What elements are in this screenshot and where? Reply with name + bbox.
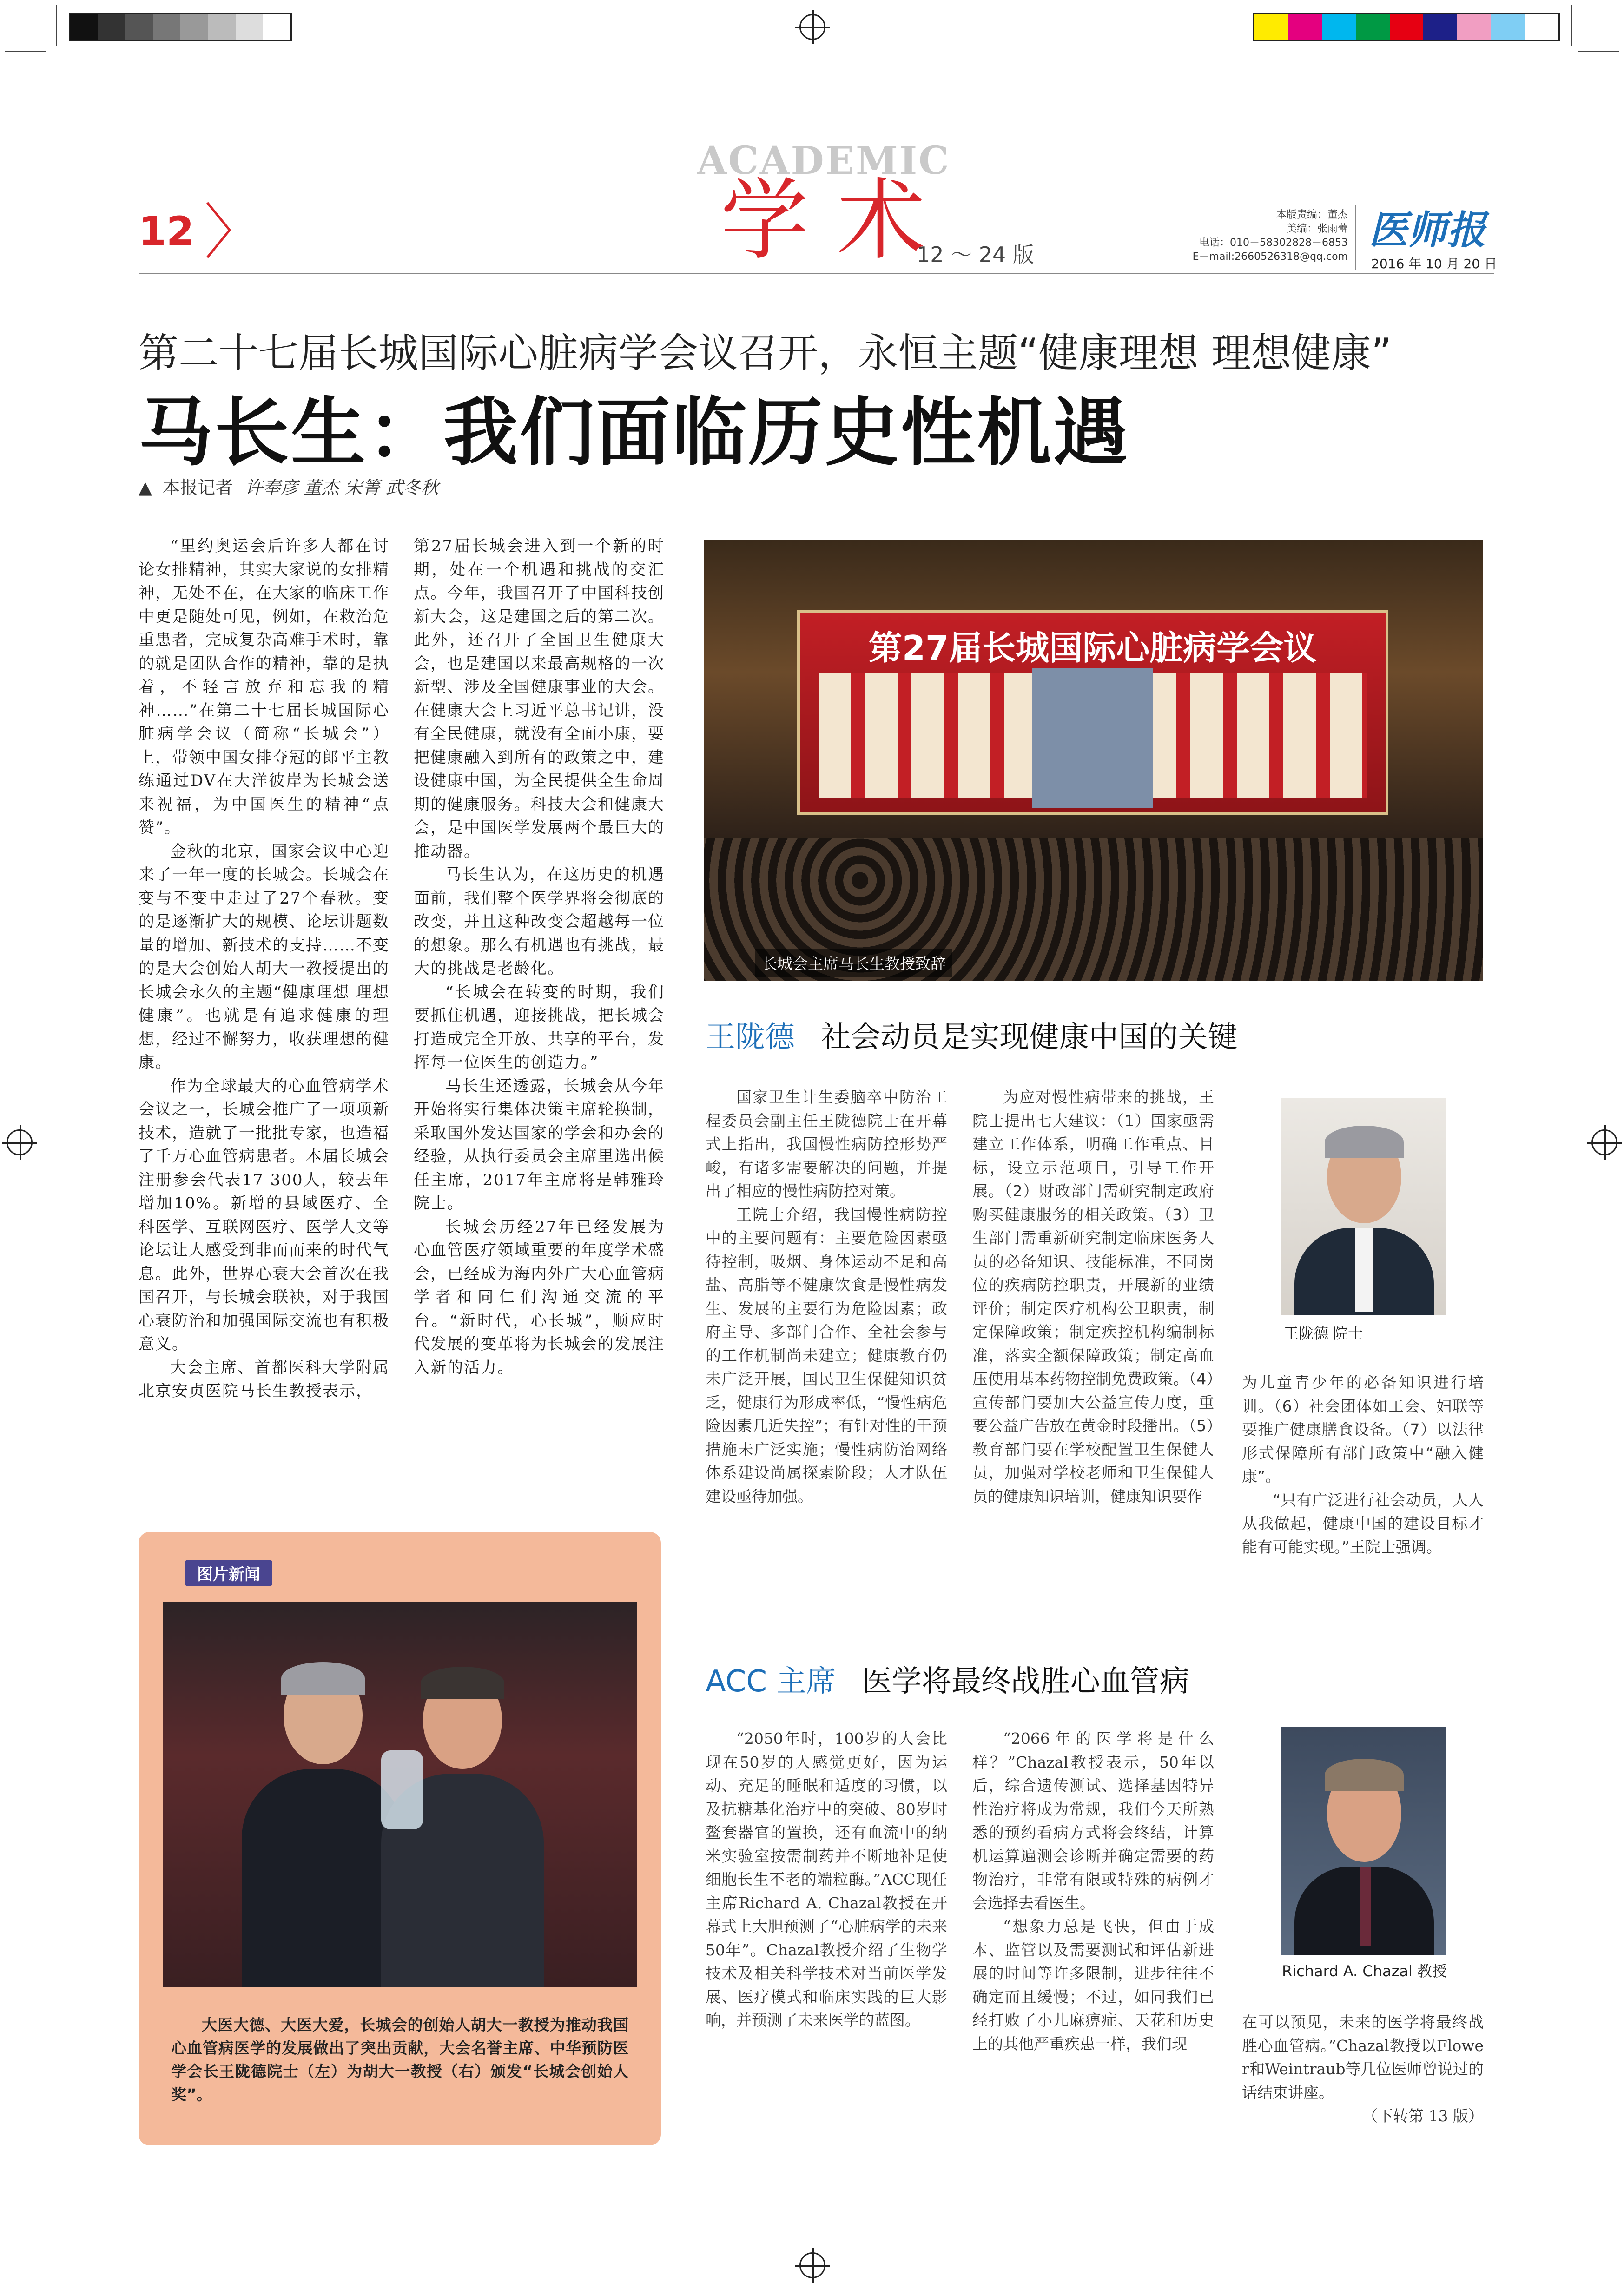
designer-line: 美编：张雨蕾 — [1286, 223, 1348, 235]
section3-heading — [706, 1657, 1189, 1700]
paragraph: 在可以预见，未来的医学将最终战胜心血管病。”Chazal教授以Flower和Weintraub等几位医师曾说过的话结束讲座。 — [1242, 2013, 1484, 2102]
section2-col1 — [706, 1086, 947, 1508]
wang-longde-portrait-caption: 王陇德 院士 — [1284, 1325, 1363, 1342]
richard-chazal-portrait — [1281, 1727, 1446, 1955]
editor-info — [1157, 208, 1348, 264]
crop-mark — [1578, 51, 1619, 52]
section3-name: ACC 主席 — [706, 1664, 836, 1699]
paragraph: 马长生还透露，长城会从今年开始将实行集体决策主席轮换制，采取国外发达国家的学会和办会的经验，从执行委员会主席里选出候任主席，2017年主席将是韩雅玲院士。 — [414, 1076, 665, 1213]
crop-mark — [1571, 5, 1572, 46]
byline-names: 许奉彦 董杰 宋箐 武冬秋 — [245, 477, 439, 498]
section2-col3 — [1242, 1371, 1484, 1559]
byline-label: 本报记者 — [162, 477, 233, 498]
main-headline: 马长生：我们面临历史性机遇 — [139, 389, 1130, 476]
header-divider — [1355, 205, 1356, 270]
award-photo — [163, 1602, 637, 1987]
edition-range: 12 ～ 24 版 — [917, 242, 1034, 267]
editor-line: 本版责编：董杰 — [1276, 209, 1348, 221]
section3-title: 医学将最终战胜心血管病 — [862, 1664, 1189, 1699]
paragraph: 国家卫生计生委脑卒中防治工程委员会副主任王陇德院士在开幕式上指出，我国慢性病防控形势严峻，有诸多需要解决的问题，并提出了相应的慢性病防控对策。 — [706, 1088, 947, 1200]
registration-mark-right — [1591, 1129, 1617, 1155]
conference-photo — [704, 540, 1483, 981]
section3-col3 — [1242, 2011, 1484, 2128]
email-line: E－mail:2660526318@qq.com — [1192, 251, 1348, 263]
paper-logo: 医师报 — [1369, 207, 1486, 253]
section2-col2 — [972, 1086, 1214, 1508]
paragraph: 金秋的北京，国家会议中心迎来了一年一度的长城会。长城会在变与不变中走过了27个春秋。变的是逐渐扩大的规模、论坛讲题数量的增加、新技术的支持……不变的是大会创始人胡大一教授提出的长城会永久的主题“健康理想 理想健康”。也就是有追求健康的理想，经过不懈努力，收获理想的健康。 — [139, 842, 389, 1072]
byline-marker: ▲ — [139, 477, 152, 498]
phone-line: 电话：010－58302828－6853 — [1199, 237, 1348, 249]
crop-mark — [56, 5, 57, 46]
photo-news-caption: 大医大德、大医大爱，长城会的创始人胡大一教授为推动我国心血管病医学的发展做出了突出贡献，大会名誉主席、中华预防医学会长王陇德院士（左）为胡大一教授（右）颁发“长城会创始人奖”。 — [171, 2016, 628, 2104]
paragraph: 大会主席、首都医科大学附属北京安贞医院马长生教授表示， — [139, 1358, 389, 1400]
page-number: 12 — [139, 208, 194, 255]
crop-mark — [5, 51, 46, 52]
registration-mark-left — [7, 1129, 33, 1155]
paragraph: 长城会历经27年已经发展为心血管医疗领域重要的年度学术盛会，已经成为海内外广大心血管病学者和同仁们沟通交流的平台。“新时代，心长城”，顺应时代发展的变革将为长城会的发展注入新的活力。 — [414, 1217, 665, 1377]
color-bar — [1253, 13, 1560, 41]
paragraph: “长城会在转变的时期，我们要抓住机遇，迎接挑战，把长城会打造成完全开放、共享的平台，发挥每一位医生的创造力。” — [414, 983, 665, 1072]
stage-screen — [797, 610, 1388, 815]
paragraph: 作为全球最大的心血管病学术会议之一，长城会推广了一项项新技术，造就了一批批专家，也造福了千万心血管病患者。本届长城会注册参会代表17 300人，较去年增加10%。新增的县域医疗、全科医学、互联网医疗、医学人文等论坛让人感受到非而而来的时代气息。此外，世界心衰大会首次在我国召开，与长城会联袂，对于我国心衰防治和加强国际交流也有积极意义。 — [139, 1076, 389, 1353]
section2-heading — [706, 1013, 1237, 1056]
continued-note: （下转第 13 版） — [1362, 2107, 1484, 2125]
byline — [139, 473, 439, 499]
paragraph: 为应对慢性病带来的挑战，王院士提出七大建议：（1）国家亟需建立工作体系，明确工作重点、目标，设立示范项目，引导工作开展。（2）财政部门需研究制定政府购买健康服务的相关政策。（3）卫生部门需重新研究制定临床医务人员的必备知识、技能标准，不同岗位的疾病防控职责，开展新的业绩评价；制定医疗机构公卫职责，制定保障政策；制定疾控机构编制标准，落实全额保障政策；制定高血压使用基本药物控制免费政策。（4）宣传部门要加大公益宣传力度，重要公益广告放在黄金时段播出。（5）教育部门要在学校配置卫生保健人员，加强对学校老师和卫生保健人员的健康知识培训，健康知识要作 — [972, 1088, 1214, 1505]
registration-mark-bottom — [799, 2252, 825, 2278]
paragraph: “想象力总是飞快，但由于成本、监管以及需要测试和评估新进展的时间等许多限制，进步往往不确定而且缓慢；不过，如同我们已经打败了小儿麻痹症、天花和历史上的其他严重疾患一样，我们现 — [972, 1917, 1214, 2053]
registration-mark-top — [799, 14, 825, 40]
screen-banner: 第27届长城国际心脏病学会议 — [868, 628, 1317, 667]
kicker: 第二十七届长城国际心脏病学会议召开，永恒主题“健康理想 理想健康” — [139, 330, 1392, 376]
paragraph: “2066年的医学将是什么样？”Chazal教授表示，50年以后，综合遗传测试、选择基因特异性治疗将成为常规，我们今天所熟悉的预约看病方式将会终结，计算机运算遍测会诊断并确定需要的药物治疗，非常有限或特殊的病例才会选择去看医生。 — [972, 1729, 1214, 1912]
paragraph: “2050年时，100岁的人会比现在50岁的人感觉更好，因为运动、充足的睡眠和适度的习惯，以及抗糖基化治疗中的突破、80岁时鳌套器官的置换，还有血流中的纳米实验室按需制药并不断地补足使细胞长生不老的端粒酶。”ACC现任主席Richard A. Chazal教授在开幕式上大胆预测了“心脏病学的未来50年”。Chazal教授介绍了生物学技术及相关科学技术对当前医学发展、医疗模式和临床实践的巨大影响，并预测了未来医学的蓝图。 — [706, 1729, 947, 2029]
header-rule — [139, 273, 1494, 274]
paragraph: “里约奥运会后许多人都在讨论女排精神，其实大家说的女排精神，无处不在，在大家的临床工作中更是随处可见，例如，在救治危重患者，完成复杂高难手术时，靠的就是团队合作的精神，靠的是执着，不轻言放弃和忘我的精神……”在第二十七届长城国际心脏病学会议（简称“长城会”）上，带领中国女排夺冠的郎平主教练通过DV在大洋彼岸为长城会送来祝福，为中国医生的精神“点赞”。 — [139, 537, 389, 837]
issue-date: 2016 年 10 月 20 日 — [1371, 256, 1498, 271]
grayscale-bar — [69, 13, 292, 41]
main-article-col2 — [414, 534, 665, 1379]
section2-name: 王陇德 — [706, 1020, 795, 1055]
paragraph: 马长生认为，在这历史的机遇面前，我们整个医学界将会彻底的改变，并且这种改变会超越每一位的想象。那么有机遇也有挑战，最大的挑战是老龄化。 — [414, 865, 665, 978]
photo-news-box — [139, 1532, 661, 2145]
photo-news-label: 图片新闻 — [185, 1560, 272, 1586]
section-title-en: ACADEMIC — [697, 139, 951, 183]
paragraph: 为儿童青少年的必备知识进行培训。（6）社会团体如工会、妇联等要推广健康膳食设备。（7）以法律形式保障所有部门政策中“融入健康”。 — [1242, 1373, 1484, 1485]
speaker-screen — [1032, 668, 1153, 808]
section2-title: 社会动员是实现健康中国的关键 — [821, 1020, 1238, 1055]
wang-longde-portrait — [1281, 1098, 1446, 1315]
section-title-cn: 学 术 — [720, 169, 925, 272]
paragraph: “只有广泛进行社会动员，人人从我做起，健康中国的建设目标才能有可能实现。”王院士强调。 — [1242, 1491, 1484, 1556]
section3-col1 — [706, 1727, 947, 2032]
section3-col2 — [972, 1727, 1214, 2056]
richard-chazal-portrait-caption: Richard A. Chazal 教授 — [1282, 1962, 1447, 1980]
chevron-right-icon — [205, 200, 232, 260]
paragraph: 王院士介绍，我国慢性病防控中的主要问题有：主要危险因素亟待控制，吸烟、身体运动不足和高盐、高脂等不健康饮食是慢性病发生、发展的主要行为危险因素；政府主导、多部门合作、全社会参与的工作机制尚未建立；健康教育仍未广泛开展，国民卫生保健知识贫乏，健康行为形成率低，“慢性病危险因素几近失控”；有针对性的干预措施未广泛实施；慢性病防治网络体系建设尚属探索阶段；人才队伍建设亟待加强。 — [706, 1205, 947, 1505]
main-article-col1 — [139, 534, 389, 1403]
paragraph: 第27届长城会进入到一个新的时期，处在一个机遇和挑战的交汇点。今年，我国召开了中国科技创新大会，这是建国之后的第二次。此外，还召开了全国卫生健康大会，也是建国以来最高规格的一次新型、涉及全国健康事业的大会。在健康大会上习近平总书记讲，没有全民健康，就没有全面小康，要把健康融入到所有的政策之中，建设健康中国，为全民提供全生命周期的健康服务。科技大会和健康大会，是中国医学发展两个最巨大的推动器。 — [414, 537, 665, 861]
photo-caption: 长城会主席马长生教授致辞 — [755, 949, 952, 977]
